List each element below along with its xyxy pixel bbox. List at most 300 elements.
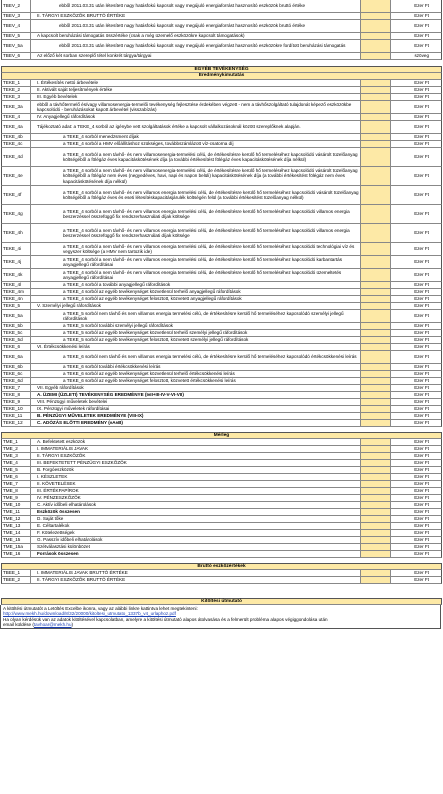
row-code: TBEE_1 [2, 570, 31, 576]
value-input-cell[interactable] [361, 101, 391, 113]
row-description: ebből 2011.03.31 után létesített nagy hatásfokú kapcsolt vagy megújuló energiaforrást hasznosító eszközökre fordított beruházási támogatás [31, 40, 361, 52]
table-row [1, 20, 442, 33]
row-code: TEKE_2 [2, 87, 31, 93]
unit-label: Ezer Ft [414, 502, 429, 508]
row-code: TEKE_3 [2, 94, 31, 100]
row-code: TBEV_3 [2, 13, 31, 19]
value-input-cell[interactable] [361, 392, 391, 398]
value-input-cell[interactable] [361, 439, 391, 445]
unit-label: Ezer Ft [414, 13, 429, 19]
row-code: TEKE_7 [2, 385, 31, 391]
table-row [1, 420, 442, 427]
value-input-cell[interactable] [361, 516, 391, 522]
unit-label: Ezer Ft [414, 230, 429, 236]
value-input-cell[interactable] [361, 310, 391, 322]
row-code: TME_16 [2, 551, 31, 557]
value-input-cell[interactable] [361, 141, 391, 147]
table-row [1, 502, 442, 509]
unit-label: Ezer Ft [414, 537, 429, 543]
row-code: TME_13 [2, 523, 31, 529]
row-description: VIII. Pénzügyi műveletek bevételei [31, 399, 361, 405]
table-row [1, 474, 442, 481]
row-code: TME_7 [2, 481, 31, 487]
row-code: TEKE_9 [2, 399, 31, 405]
value-input-cell[interactable] [361, 481, 391, 487]
value-input-cell[interactable] [361, 186, 391, 204]
section-header: Kitöltési útmutató [1, 598, 442, 605]
row-description: E. Céltartalékok [31, 523, 361, 529]
footer-instructions: A kitöltési útmutatót a Letöltés Excelbe ikonra, vagy az alábbi linkre kattintva lehet megtekinteni: [3, 606, 198, 611]
row-description: VI. Értékcsökkenési leírás [31, 344, 361, 350]
row-code: TEKE_4c [2, 141, 31, 147]
value-input-cell[interactable] [361, 406, 391, 412]
unit-label: Ezer Ft [414, 23, 429, 29]
row-description: a TEKE_4 sorból a HMV előállításhoz szükséges, továbbszámlázott víz-csatorna díj [31, 141, 361, 147]
email-prefix: email küldése ( [3, 621, 34, 627]
row-code: TME_6 [2, 474, 31, 480]
table-row [1, 101, 442, 114]
row-description: a TEKE_4 sorból a nem távhő- és nem villamosenergia-termelési célú, de értékesítésre kerülő hő termeléséhez kapcsolódó vásárolt tüzelőanyag költségéből a fölégáz éves kapacitáskötésének díja (a további értékesítést fölégáz éves kapacitáskötésének díja nélkül) [31, 148, 361, 166]
value-input-cell[interactable] [361, 94, 391, 100]
row-description: a TEKE_4 sorból a nem távhő- és nem villamos energia termelési célú, de értékesítésre kerülő hő termeléséhez kapcsolódó vásárolt tüzelőanyag költségéből a fölégáz éves és eseti létesítéskapacitásjárulék költségén felül (a további értékesítést tüzelőanyag nélkül) [31, 186, 361, 204]
row-code: TEKE_5d [2, 337, 31, 343]
row-code: TEKE_8 [2, 392, 31, 398]
value-input-cell[interactable] [361, 167, 391, 185]
table-row [1, 269, 442, 282]
unit-label: Ezer Ft [414, 406, 429, 412]
row-description: I. IMMATERIÁLIS JAVAK BRUTTÓ ÉRTÉKE [31, 570, 361, 576]
table-row [1, 330, 442, 337]
unit-label: Ezer Ft [414, 488, 429, 494]
unit-label: Ezer Ft [414, 173, 429, 179]
value-input-cell[interactable] [361, 205, 391, 223]
row-code: TME_2 [2, 446, 31, 452]
row-code: TEKE_4n [2, 296, 31, 302]
value-input-cell[interactable] [361, 323, 391, 329]
value-input-cell[interactable] [361, 453, 391, 459]
row-description: ebből 2011.03.31 után létesített nagy hatásfokú kapcsolt vagy megújuló energiaforrást hasznosító eszközök bruttó értéke [31, 20, 361, 32]
value-input-cell[interactable] [361, 330, 391, 336]
row-description: ebből 2011.03.31 után létesített nagy hatásfokú kapcsolt vagy megújuló energiaforrást hasznosító eszközök bruttó értéke [31, 0, 361, 12]
row-code: TEKE_4k [2, 269, 31, 281]
value-input-cell[interactable] [361, 495, 391, 501]
unit-label: Ezer Ft [414, 296, 429, 302]
section-header: Bruttó eszközértékek [1, 563, 442, 570]
unit-label: Ezer Ft [414, 551, 429, 557]
row-description: C. ADÓZÁS ELŐTTI EREDMÉNY (±A±B) [31, 420, 361, 426]
value-input-cell[interactable] [361, 53, 391, 59]
value-input-cell[interactable] [361, 296, 391, 302]
unit-label: Ezer Ft [414, 577, 429, 583]
value-input-cell[interactable] [361, 40, 391, 52]
unit-label: Ezer Ft [414, 33, 429, 39]
table-row [1, 114, 442, 121]
unit-label: Ezer Ft [414, 495, 429, 501]
table-row [1, 406, 442, 413]
row-description: III. BEFEKTETETT PÉNZÜGYI ESZKÖZÖK [31, 460, 361, 466]
value-input-cell[interactable] [361, 243, 391, 255]
table-row [1, 53, 442, 60]
unit-label: Ezer Ft [414, 530, 429, 536]
table-row [1, 577, 442, 584]
table-row [1, 224, 442, 243]
row-description: VII. Egyéb ráfordítások [31, 385, 361, 391]
table-row [1, 256, 442, 269]
value-input-cell[interactable] [361, 303, 391, 309]
value-input-cell[interactable] [361, 364, 391, 370]
unit-label: Ezer Ft [414, 544, 429, 550]
unit-label: Ezer Ft [414, 154, 429, 160]
row-description: II. Aktivált saját teljesítmények értéke [31, 87, 361, 93]
value-input-cell[interactable] [361, 467, 391, 473]
unit-label: Ezer Ft [414, 523, 429, 529]
row-code: TME_15 [2, 537, 31, 543]
unit-label: Ezer Ft [414, 43, 429, 49]
unit-label: Ezer Ft [414, 378, 429, 384]
row-description: a TEKE_4 sorból a nem távhő- és nem villamos energia termelési célú, de értékesítésre kerülő hő termeléséhez kapcsolódó karbantartás anyagjellegű ráfordításai [31, 256, 361, 268]
row-description: a TEKE_4 sorból a nem távhő- és nem villamos energia termelési célú, de értékesítésre kerülő hő termeléséhez kapcsolódó technológiai víz és vegyszer költsége (a HMV nem tartozik ide) [31, 243, 361, 255]
row-code: TEKE_5c [2, 330, 31, 336]
value-input-cell[interactable] [361, 530, 391, 536]
unit-label: Ezer Ft [414, 211, 429, 217]
unit-label: Ezer Ft [414, 399, 429, 405]
row-code: TEKE_6b [2, 364, 31, 370]
row-description: III. ÉRTÉKPAPÍROK [31, 488, 361, 494]
unit-label: Ezer Ft [414, 114, 429, 120]
row-description: Tájékoztató adat: a TEKE_4 sorból az igénybe vett szolgáltatások értéke a kapcsolt vállalkozásoknál között szereplőknek alapján. [31, 121, 361, 133]
row-code: TME_4 [2, 460, 31, 466]
table-row [1, 282, 442, 289]
table-row [1, 289, 442, 296]
row-code: TEKE_4h [2, 224, 31, 242]
unit-label: Ezer Ft [414, 446, 429, 452]
row-description: B. Forgóeszközök [31, 467, 361, 473]
unit-label: Ezer Ft [414, 87, 429, 93]
row-code: TEKE_5a [2, 310, 31, 322]
row-description: a TEKE_4 sorból a további anyagjellegű ráfordítások [31, 282, 361, 288]
unit-label: Ezer Ft [414, 516, 429, 522]
value-input-cell[interactable] [361, 0, 391, 12]
table-row [1, 544, 442, 551]
table-row [1, 439, 442, 446]
value-input-cell[interactable] [361, 282, 391, 288]
row-code: TEKE_10 [2, 406, 31, 412]
row-code: TEKE_4g [2, 205, 31, 223]
value-input-cell[interactable] [361, 256, 391, 268]
row-description: IV. PÉNZESZKÖZÖK [31, 495, 361, 501]
row-description: a TEKE_4 sorból a nem távhő- és nem villamosenergia-termelési célú, de értékesítésre kerülő hő termeléséhez kapcsolódó vásárolt tüzelőanyag költségéből a fölégáz nem éves (negyedéves, havi, napi és napon belüli) kapacitáskötésének díja (a további értékesítést fölégáz nem éves kapacitáskötésének díja nélkül) [31, 167, 361, 185]
value-input-cell[interactable] [361, 523, 391, 529]
value-input-cell[interactable] [361, 371, 391, 377]
value-input-cell[interactable] [361, 420, 391, 426]
row-description: IV. Anyagjellegű ráfordítások [31, 114, 361, 120]
row-description: a TEKE_5 sorból az egyéb tevékenységet közvetlenül terhelő személyi jellegű ráfordítások [31, 330, 361, 336]
row-description: a TEKE_4 sorból a nem távhő- és nem villamos energia termelési célú, de értékesítésre kerülő hő termeléséhez kapcsolódó villamos energia beszerzéssel összefüggő fix rendszerhasználati díjak költsége [31, 205, 361, 223]
table-row [1, 33, 442, 40]
value-input-cell[interactable] [361, 509, 391, 515]
row-description: V. Személyi jellegű ráfordítások [31, 303, 361, 309]
row-code: TEKE_5b [2, 323, 31, 329]
table-row [1, 351, 442, 364]
table-row [1, 87, 442, 94]
table-row [1, 385, 442, 392]
value-input-cell[interactable] [361, 114, 391, 120]
row-code: TME_12 [2, 516, 31, 522]
value-input-cell[interactable] [361, 33, 391, 39]
table-row [1, 94, 442, 101]
row-code: TBEV_4 [2, 20, 31, 32]
section-header: Eredménykimutatás [1, 73, 442, 80]
unit-label: Ezer Ft [414, 385, 429, 391]
row-code: TME_10 [2, 502, 31, 508]
value-input-cell[interactable] [361, 399, 391, 405]
row-code: TEKE_4a [2, 121, 31, 133]
unit-label: Ezer Ft [414, 94, 429, 100]
row-code: TEKE_12 [2, 420, 31, 426]
unit-label: Ezer Ft [414, 104, 429, 110]
value-input-cell[interactable] [361, 544, 391, 550]
table-row [1, 141, 442, 148]
table-row [1, 460, 442, 467]
table-row [1, 0, 442, 13]
value-input-cell[interactable] [361, 87, 391, 93]
unit-label: Ezer Ft [414, 460, 429, 466]
row-description: C. Aktív időbeli elhatárolások [31, 502, 361, 508]
unit-label: Ezer Ft [414, 364, 429, 370]
table-row [1, 453, 442, 460]
section-header: EGYÉB TEVÉKENYSÉG [1, 66, 442, 73]
row-code: TBEV_5a [2, 40, 31, 52]
value-input-cell[interactable] [361, 148, 391, 166]
row-description: B. PÉNZÜGYI MŰVELETEK EREDMÉNYE (VIII-IX) [31, 413, 361, 419]
value-input-cell[interactable] [361, 351, 391, 363]
row-description: a TEKE_4 sorból menedzsment díjak [31, 134, 361, 140]
table-row [1, 310, 442, 323]
row-description: IX. Pénzügyi műveletek ráfordításai [31, 406, 361, 412]
unit-label: Ezer Ft [414, 509, 429, 515]
row-code: TEKE_4e [2, 167, 31, 185]
row-description: I. IMMATERIÁLIS JAVAK [31, 446, 361, 452]
row-code: TME_5 [2, 467, 31, 473]
row-description: ebből a távhőtermelő és/vagy villamosenergia-termelői tevékenység fejlesztése érdekében végzett - nem a távhőszolgáltató tulajdonát képező eszközökbe kapcsolódó - beruházásokat kapott árbevétel (visszabízás) [31, 101, 361, 113]
footer-panel [0, 605, 441, 629]
value-input-cell[interactable] [361, 460, 391, 466]
row-description: A. ÜZEMI (ÜZLETI) TEVÉKENYSÉG EREDMÉNYE (I±II+III-IV-V-VI-VII) [31, 392, 361, 398]
table-row [1, 303, 442, 310]
value-input-cell[interactable] [361, 337, 391, 343]
unit-label: Ezer Ft [414, 141, 429, 147]
value-input-cell[interactable] [361, 385, 391, 391]
value-input-cell[interactable] [361, 577, 391, 583]
row-description: Az előző két sorban szereplő tétel konkrét tárgya/tárgyai [31, 53, 361, 59]
row-code: TEKE_4j [2, 256, 31, 268]
table-row [1, 570, 442, 577]
row-description: a TEKE_4 sorból a nem távhő- és nem villamos energia termelési célú, de értékesítésre kerülő hő termeléséhez kapcsolódó üzemeltetés anyagjellegű ráfordításai [31, 269, 361, 281]
table-row [1, 399, 442, 406]
table-row [1, 495, 442, 502]
table-row [1, 40, 442, 53]
value-input-cell[interactable] [361, 134, 391, 140]
value-input-cell[interactable] [361, 413, 391, 419]
unit-label: Ezer Ft [414, 259, 429, 265]
row-code: TEKE_4m [2, 289, 31, 295]
row-description: A kapcsolt beruházási támogatás összértéke (csak a még üzemelő eszközökre kapcsolt támogatások) [31, 33, 361, 39]
row-code: TME_1 [2, 439, 31, 445]
unit-label: Ezer Ft [414, 134, 429, 140]
table-row [1, 167, 442, 186]
unit-label: Ezer Ft [414, 330, 429, 336]
unit-label: Ezer Ft [414, 303, 429, 309]
table-row [1, 134, 442, 141]
row-code: TEKE_3a [2, 101, 31, 113]
unit-label: Ezer Ft [414, 124, 429, 130]
row-description: a TEKE_4 sorból az egyéb tevékenységet közvetlenül terhelő anyagjellegű ráfordítások [31, 289, 361, 295]
row-description: F. Kötelezettségek [31, 530, 361, 536]
row-code: TME_15a [2, 544, 31, 550]
table-row [1, 121, 442, 134]
value-input-cell[interactable] [361, 488, 391, 494]
unit-label: Ezer Ft [414, 453, 429, 459]
row-description: Eszközök összesen [31, 509, 361, 515]
value-input-cell[interactable] [361, 289, 391, 295]
row-code: TEKE_4l [2, 282, 31, 288]
row-description: I. KÉSZLETEK [31, 474, 361, 480]
unit-label: szöveg [414, 53, 429, 59]
unit-label: Ezer Ft [414, 420, 429, 426]
row-description: Források összesen [31, 551, 361, 557]
unit-label: Ezer Ft [414, 3, 429, 9]
row-description: a TEKE_6 sorból az egyéb tevékenységet felosztott, közvetett értékcsökkenési leírás [31, 378, 361, 384]
table-row [1, 296, 442, 303]
unit-label: Ezer Ft [414, 371, 429, 377]
email-link[interactable]: tavhoar@mekh.hu [33, 621, 72, 627]
table-row [1, 551, 442, 558]
unit-label: Ezer Ft [414, 474, 429, 480]
row-code: TBEV_5 [2, 33, 31, 39]
unit-label: Ezer Ft [414, 289, 429, 295]
table-row [1, 516, 442, 523]
value-input-cell[interactable] [361, 20, 391, 32]
row-description: a TEKE_5 sorból további személyi jellegű ráfordítások [31, 323, 361, 329]
row-code: TEKE_1 [2, 80, 31, 86]
unit-label: Ezer Ft [414, 344, 429, 350]
row-code: TEKE_4b [2, 134, 31, 140]
table-row [1, 537, 442, 544]
table-row [1, 148, 442, 167]
unit-label: Ezer Ft [414, 570, 429, 576]
table-row [1, 378, 442, 385]
unit-label: Ezer Ft [414, 354, 429, 360]
row-code: TME_11 [2, 509, 31, 515]
row-code: TEKE_4f [2, 186, 31, 204]
table-row [1, 467, 442, 474]
value-input-cell[interactable] [361, 502, 391, 508]
row-description: a TEKE_4 sorból a nem távhő- és nem villamos energia termelési célú, de értékesítésre kerülő hő termeléséhez kapcsolódó villamos energia beszerzéssel összefüggő fix rendszerhasználati díjak költsége [31, 224, 361, 242]
value-input-cell[interactable] [361, 121, 391, 133]
row-description: a TEKE_6 sorból további értékcsökkenési leírás [31, 364, 361, 370]
row-description: Szétválasztási különbözet [31, 544, 361, 550]
table-row [1, 371, 442, 378]
unit-label: Ezer Ft [414, 282, 429, 288]
section-gap [1, 584, 442, 598]
row-description: a TEKE_4 sorból az egyéb tevékenységet felosztott, közvetett anyagjellegű ráfordítások [31, 296, 361, 302]
row-code: TEKE_6a [2, 351, 31, 363]
value-input-cell[interactable] [361, 570, 391, 576]
row-description: II. TÁRGYI ESZKÖZÖK BRUTTÓ ÉRTÉKE [31, 13, 361, 19]
value-input-cell[interactable] [361, 551, 391, 557]
table-row [1, 186, 442, 205]
table-row [1, 446, 442, 453]
row-description: I. Értékesítés nettó árbevétele [31, 80, 361, 86]
guide-link[interactable]: http://www.mekh.hu/download/8/32/20000/kitoltesi_utmutato_1337b_v4_urlaphoz.pdf [3, 611, 176, 617]
table-row [1, 205, 442, 224]
value-input-cell[interactable] [361, 224, 391, 242]
footer-help-text: Ha olyan kérdésük van az adatok kitöltésével kapcsolatban, amelyre a kitöltési útmutató alapos átolvasása és a felmerült probléma alapos végiggondolása után [3, 616, 328, 622]
unit-label: Ezer Ft [414, 481, 429, 487]
row-code: TME_3 [2, 453, 31, 459]
email-suffix: ) [71, 621, 74, 627]
value-input-cell[interactable] [361, 378, 391, 384]
row-description: a TEKE_5 sorból az egyéb tevékenységet felosztott, közvetett személyi jellegű ráfordítások [31, 337, 361, 343]
value-input-cell[interactable] [361, 344, 391, 350]
unit-label: Ezer Ft [414, 246, 429, 252]
row-code: TME_8 [2, 488, 31, 494]
value-input-cell[interactable] [361, 13, 391, 19]
table-row [1, 481, 442, 488]
table-row [1, 323, 442, 330]
table-row [1, 530, 442, 537]
row-description: D. Saját tőke [31, 516, 361, 522]
unit-label: Ezer Ft [414, 272, 429, 278]
row-description: a TEKE_5 sorból nem távhő és nem villamos energia termelési célú, de értékesítésre kerülő hő termeléséhez kapcsolódó személyi jellegű ráfordítások [31, 310, 361, 322]
table-row [1, 13, 442, 20]
table-row [1, 80, 442, 87]
unit-label: Ezer Ft [414, 323, 429, 329]
row-code: TBEV_2 [2, 0, 31, 12]
table-row [1, 413, 442, 420]
row-code: TEKE_4 [2, 114, 31, 120]
row-code: TBEV_6 [2, 53, 31, 59]
table-row [1, 509, 442, 516]
value-input-cell[interactable] [361, 269, 391, 281]
unit-label: Ezer Ft [414, 439, 429, 445]
value-input-cell[interactable] [361, 474, 391, 480]
value-input-cell[interactable] [361, 80, 391, 86]
row-code: TBEE_2 [2, 577, 31, 583]
table-row [1, 337, 442, 344]
table-row [1, 488, 442, 495]
row-code: TEKE_5 [2, 303, 31, 309]
table-row [1, 523, 442, 530]
row-code: TEKE_6d [2, 378, 31, 384]
table-row [1, 364, 442, 371]
unit-label: Ezer Ft [414, 392, 429, 398]
row-description: II. TÁRGYI ESZKÖZÖK [31, 453, 361, 459]
row-description: II. TÁRGYI ESZKÖZÖK BRUTTÓ ÉRTÉKE [31, 577, 361, 583]
row-description: III. Egyéb bevételek [31, 94, 361, 100]
row-code: TEKE_4i [2, 243, 31, 255]
value-input-cell[interactable] [361, 446, 391, 452]
row-code: TEKE_11 [2, 413, 31, 419]
row-code: TME_9 [2, 495, 31, 501]
unit-label: Ezer Ft [414, 313, 429, 319]
value-input-cell[interactable] [361, 537, 391, 543]
report-sheet [1, 0, 442, 605]
row-code: TEKE_6c [2, 371, 31, 377]
row-description: A. Befektetett eszközök [31, 439, 361, 445]
unit-label: Ezer Ft [414, 337, 429, 343]
table-row [1, 344, 442, 351]
